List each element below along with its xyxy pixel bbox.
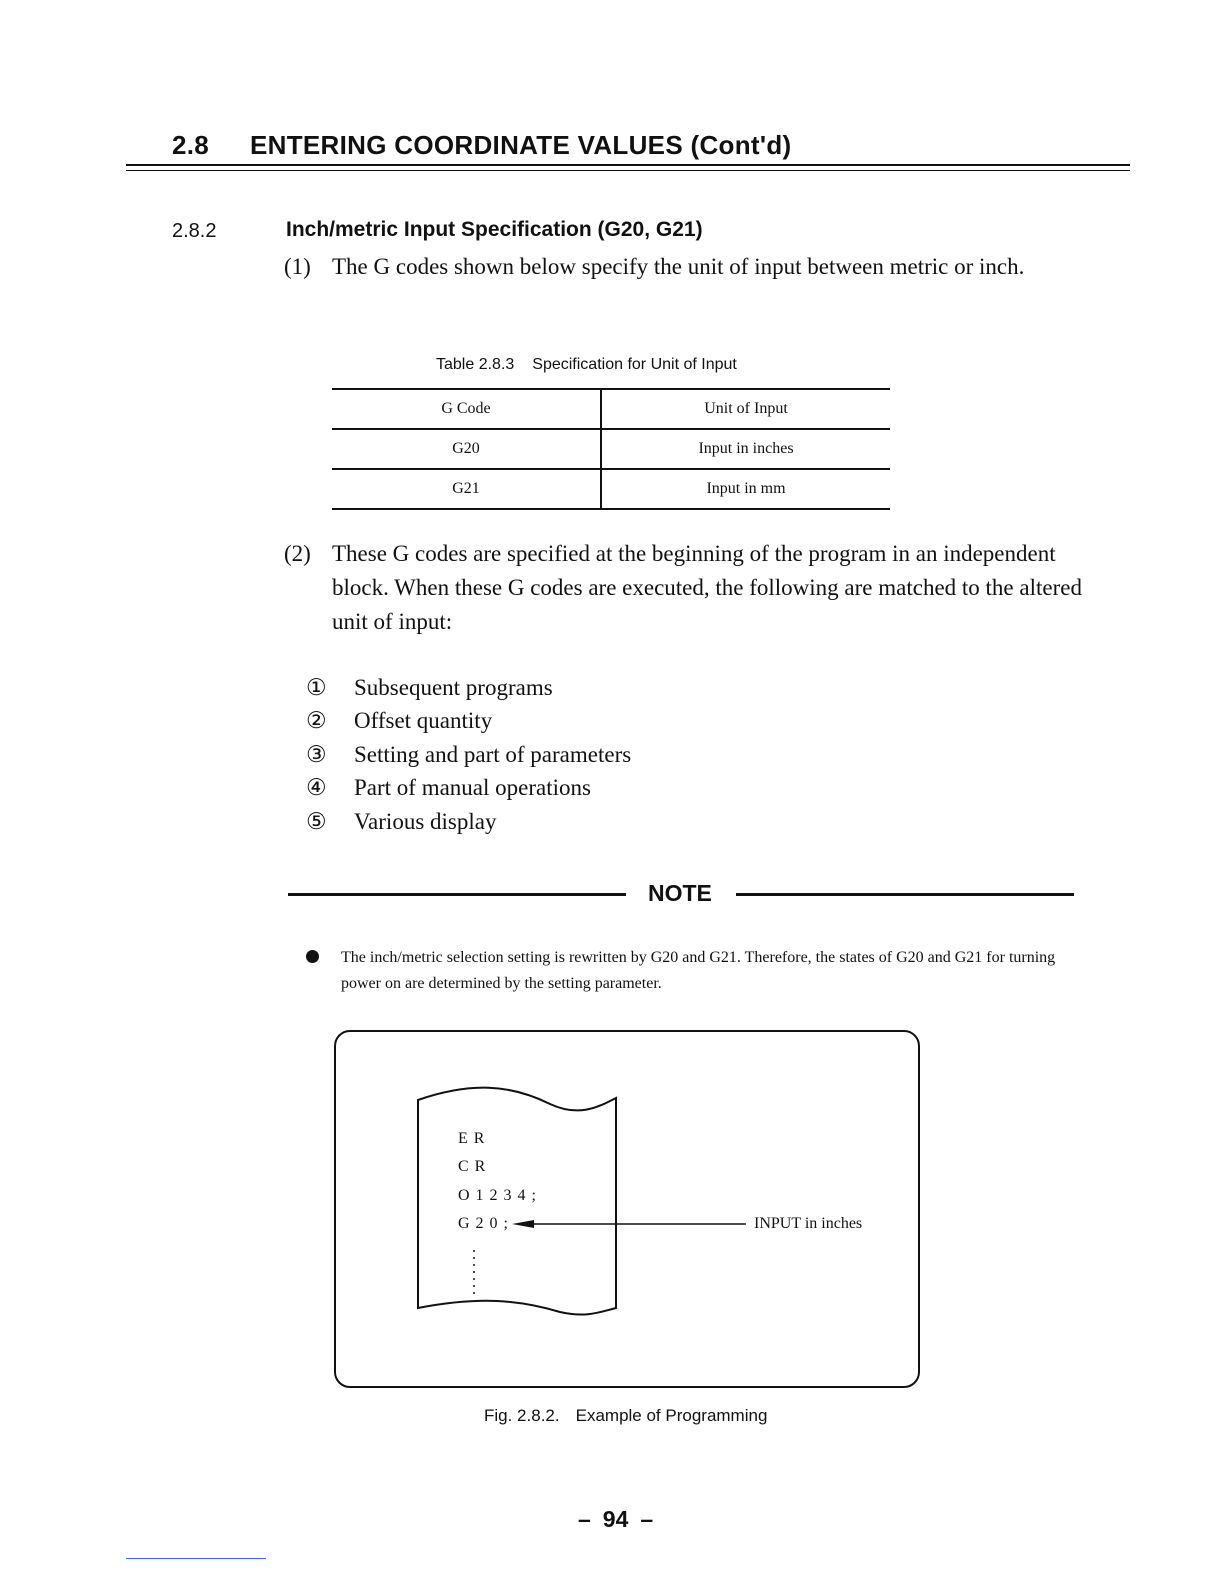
list-marker: ⑤ (306, 809, 327, 834)
title-rule (126, 164, 1130, 166)
list-item-text: Subsequent programs (354, 675, 553, 700)
list-item (306, 704, 492, 738)
figure-caption-text: Example of Programming (575, 1406, 768, 1425)
list-item (306, 671, 553, 705)
list-marker: ③ (306, 742, 327, 767)
list-item-text: Part of manual operations (354, 775, 591, 800)
table-row (332, 469, 890, 509)
table-label: Table 2.8.3 (436, 356, 515, 373)
section-title (172, 130, 791, 161)
table-cell: Input in mm (706, 480, 786, 497)
tape-line: G20; (458, 1215, 514, 1232)
table-title: Specification for Unit of Input (532, 356, 737, 373)
list-item-text: Setting and part of parameters (354, 742, 632, 767)
paragraph-2-text: These G codes are specified at the beginning of the program in an independent block. When these G codes are executed, the following are matched to the altered unit of input: (332, 541, 1082, 634)
tape-line: CR (458, 1158, 492, 1175)
page-dash-left: – (578, 1506, 591, 1532)
note-rule-right (736, 893, 1074, 896)
bullet-icon (306, 950, 319, 963)
arrow-label: INPUT in inches (754, 1215, 863, 1232)
list-item-text: Offset quantity (354, 708, 493, 733)
list-marker: ① (306, 675, 327, 700)
figure-label: Fig. 2.8.2. (484, 1406, 560, 1425)
list-item (306, 805, 496, 839)
subsection-heading: Inch/metric Input Specification (G20, G21) (286, 218, 703, 241)
table-header-cell: Unit of Input (704, 400, 788, 417)
paragraph-1-number: (1) (284, 254, 311, 279)
list-item (306, 738, 631, 772)
table-cell: G20 (332, 429, 601, 469)
footer-rule (126, 1558, 266, 1559)
list-marker: ④ (306, 775, 327, 800)
table-header-cell: G Code (332, 389, 601, 429)
page-number-value: 94 (602, 1506, 629, 1532)
page-dash-right: – (640, 1506, 654, 1532)
paper-tape-icon (410, 1086, 890, 1326)
title-rule-thin (126, 170, 1130, 171)
table-row (332, 429, 890, 469)
arrow-head-icon (512, 1220, 534, 1228)
list-item (306, 771, 591, 805)
table-caption (436, 356, 737, 374)
tape-line: ER (458, 1130, 491, 1147)
tape-line: O1234; (458, 1187, 542, 1204)
table-cell: G21 (332, 469, 601, 509)
unit-of-input-table (332, 388, 890, 510)
paragraph-2-number: (2) (284, 541, 311, 566)
list-item-text: Various display (354, 809, 497, 834)
section-number: 2.8 (172, 130, 210, 160)
list-marker: ② (306, 708, 327, 733)
figure-caption (484, 1406, 767, 1426)
subsection-number: 2.8.2 (172, 220, 217, 242)
note-rule-left (288, 893, 626, 896)
note-text: The inch/metric selection setting is rewritten by G20 and G21. Therefore, the states of G20 and G21 for turning power on are determined by the setting parameter. (341, 949, 1056, 992)
paragraph-1-text: The G codes shown below specify the unit of input between metric or inch. (332, 254, 1025, 279)
page-number (578, 1506, 653, 1533)
section-heading: ENTERING COORDINATE VALUES (Cont'd) (250, 130, 792, 160)
note-heading: NOTE (648, 880, 712, 906)
table-cell: Input in inches (698, 440, 794, 457)
table-header-row (332, 389, 890, 429)
